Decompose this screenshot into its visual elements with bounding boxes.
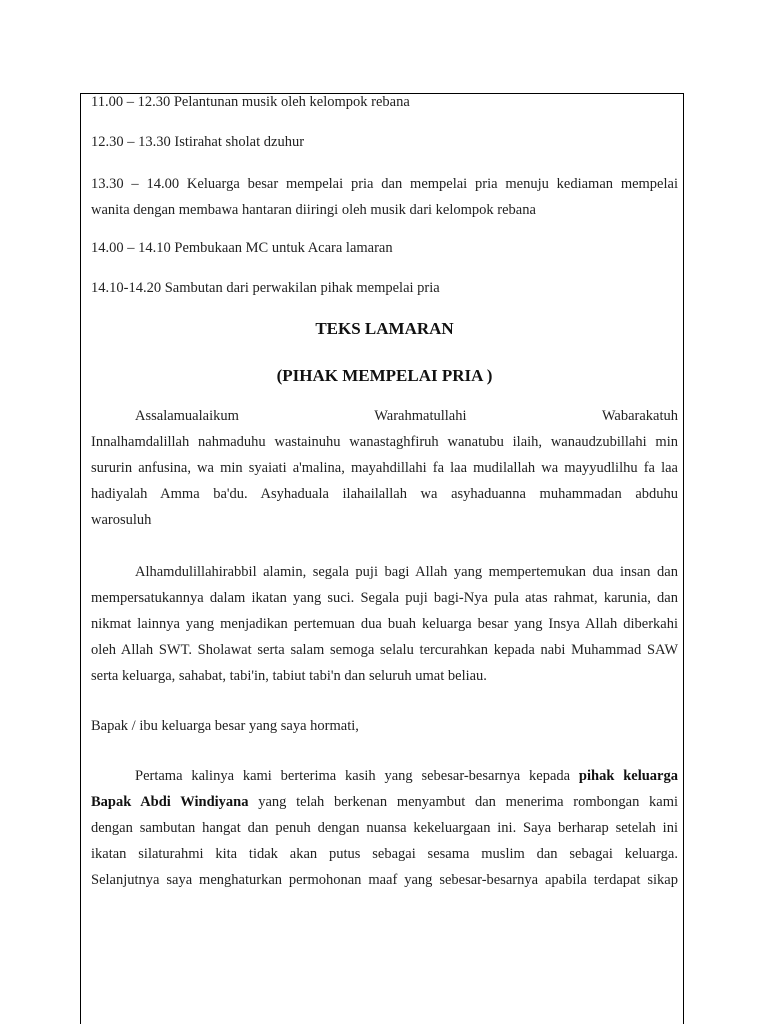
greeting-line bbox=[91, 408, 678, 425]
paragraph-line: hadiyalah Amma ba'du. Asyhaduala ilahailallah wa asyhaduanna muhammadan abduhu bbox=[91, 486, 678, 502]
text-run: yang telah berkenan menyambut dan menerima rombongan kami bbox=[258, 794, 679, 810]
paragraph-line: Innalhamdalillah nahmaduhu wastainuhu wanastaghfiruh wanatubu ilaih, wanaudzubillahi min bbox=[91, 434, 678, 450]
greeting-word: Warahmatullahi bbox=[374, 408, 467, 424]
paragraph-line: mempersatukannya dalam ikatan yang suci. Segala puji bagi-Nya pula atas rahmat, karunia, dan bbox=[91, 590, 678, 606]
document-subtitle: (PIHAK MEMPELAI PRIA ) bbox=[276, 366, 493, 385]
paragraph-line: sururin anfusina, wa min syaiati a'malina, mayahdillahi fa laa mudilallah wa mayyudlilhu fa laa bbox=[91, 460, 678, 476]
paragraph-line: warosuluh bbox=[91, 512, 152, 528]
schedule-line: wanita dengan membawa hantaran diiringi oleh musik dari kelompok rebana bbox=[91, 202, 536, 218]
document-title: TEKS LAMARAN bbox=[315, 319, 454, 338]
bold-run: pihak keluarga bbox=[578, 768, 678, 784]
paragraph-line: dengan sambutan hangat dan penuh dengan nuansa kekeluargaan ini. Saya berharap setelah ini bbox=[91, 820, 678, 836]
paragraph-line: Selanjutnya saya menghaturkan permohonan maaf yang sebesar-besarnya apabila terdapat sikap bbox=[91, 872, 678, 888]
text-run: Pertama kalinya kami berterima kasih yang sebesar-besarnya kepada bbox=[135, 768, 571, 784]
paragraph-line: Alhamdulillahirabbil alamin, segala puji bagi Allah yang mempertemukan dua insan dan bbox=[135, 564, 678, 580]
paragraph-line bbox=[91, 794, 678, 811]
bold-run: Bapak Abdi Windiyana bbox=[91, 794, 249, 810]
greeting-word: Assalamualaikum bbox=[135, 408, 239, 424]
schedule-line: 14.10-14.20 Sambutan dari perwakilan pihak mempelai pria bbox=[91, 280, 440, 296]
paragraph-line: serta keluarga, sahabat, tabi'in, tabiut tabi'n dan seluruh umat beliau. bbox=[91, 668, 487, 684]
paragraph-line: nikmat lainnya yang menjadikan pertemuan dua buah keluarga besar yang Insya Allah diberkahi bbox=[91, 616, 678, 632]
greeting-word: Wabarakatuh bbox=[601, 408, 678, 424]
schedule-line: 14.00 – 14.10 Pembukaan MC untuk Acara lamaran bbox=[91, 240, 393, 256]
paragraph-line bbox=[91, 768, 678, 785]
schedule-line: 13.30 – 14.00 Keluarga besar mempelai pria dan mempelai pria menuju kediaman mempelai bbox=[91, 176, 678, 192]
schedule-line: 12.30 – 13.30 Istirahat sholat dzuhur bbox=[91, 134, 305, 150]
address-line: Bapak / ibu keluarga besar yang saya hormati, bbox=[91, 718, 359, 734]
paragraph-line: oleh Allah SWT. Sholawat serta salam semoga selalu tercurahkan kepada nabi Muhammad SAW bbox=[91, 642, 678, 658]
schedule-line: 11.00 – 12.30 Pelantunan musik oleh kelompok rebana bbox=[91, 94, 410, 110]
paragraph-line: ikatan silaturahmi kita tidak akan putus sebagai sesama muslim dan sebagai keluarga. bbox=[91, 846, 678, 862]
